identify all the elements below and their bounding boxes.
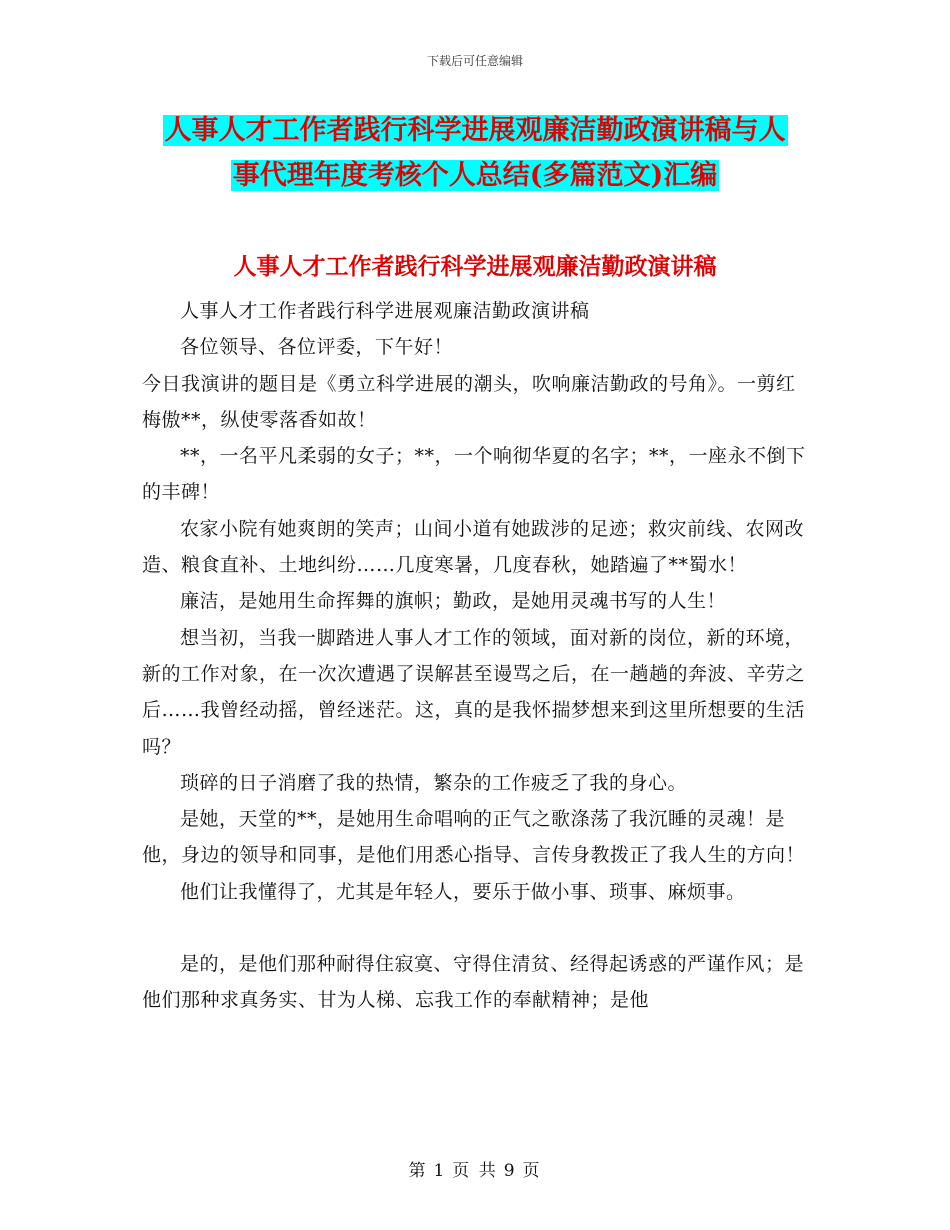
header-note: 下载后可任意编辑	[426, 54, 523, 68]
paragraph: 想当初，当我一脚踏进人事人才工作的领域，面对新的岗位，新的环境，新的工作对象，在一次次遭遇了误解甚至谩骂之后，在一趟趟的奔波、辛劳之后……我曾经动摇，曾经迷茫。这，真的是我怀揣梦想来到这里所想要的生活吗？	[142, 626, 806, 758]
paragraph: 他们让我懂得了，尤其是年轻人，要乐于做小事、琐事、麻烦事。	[180, 880, 746, 903]
paragraph: 是的，是他们那种耐得住寂寞、守得住清贫、经得起诱惑的严谨作风；是他们那种求真务实、甘为人梯、忘我工作的奉献精神；是他	[142, 953, 805, 1012]
document-title	[0, 108, 950, 198]
paragraph: 廉洁，是她用生命挥舞的旗帜；勤政，是她用灵魂书写的人生！	[180, 590, 727, 613]
paragraph: 人事人才工作者践行科学进展观廉洁勤政演讲稿	[180, 300, 590, 322]
paragraph-gap	[142, 910, 810, 946]
paragraph: 各位领导、各位评委，下午好！	[180, 336, 454, 359]
footer-page-number: 1	[433, 1161, 447, 1181]
paragraph: 是她，天堂的**，是她用生命唱响的正气之歌涤荡了我沉睡的灵魂！是他，身边的领导和同事，是他们用悉心指导、言传身教拨正了我人生的方向！	[142, 808, 806, 867]
paragraph: 琐碎的日子消磨了我的热情，繁杂的工作疲乏了我的身心。	[180, 771, 688, 794]
footer-suffix: 页	[522, 1161, 542, 1181]
footer-prefix: 第	[408, 1161, 428, 1181]
footer-total-pages: 9	[503, 1161, 517, 1181]
document-body	[142, 293, 810, 1019]
section-title: 人事人才工作者践行科学进展观廉洁勤政演讲稿	[233, 253, 717, 280]
page-footer	[0, 1156, 950, 1181]
title-line-2: 事代理年度考核个人总结(多篇范文)汇编	[232, 160, 718, 191]
title-line-1: 人事人才工作者践行科学进展观廉洁勤政演讲稿与人	[164, 115, 786, 146]
footer-mid: 页 共	[452, 1161, 498, 1181]
paragraph: 今日我演讲的题目是《勇立科学进展的潮头，吹响廉洁勤政的号角》。一剪红梅傲**，纵使零落香如故！	[142, 372, 796, 431]
paragraph: **，一名平凡柔弱的女子；**，一个响彻华夏的名字；**，一座永不倒下的丰碑！	[142, 445, 806, 504]
paragraph: 农家小院有她爽朗的笑声；山间小道有她跋涉的足迹；救灾前线、农网改造、粮食直补、土地纠纷……几度寒暑，几度春秋，她踏遍了**蜀水！	[142, 517, 805, 577]
